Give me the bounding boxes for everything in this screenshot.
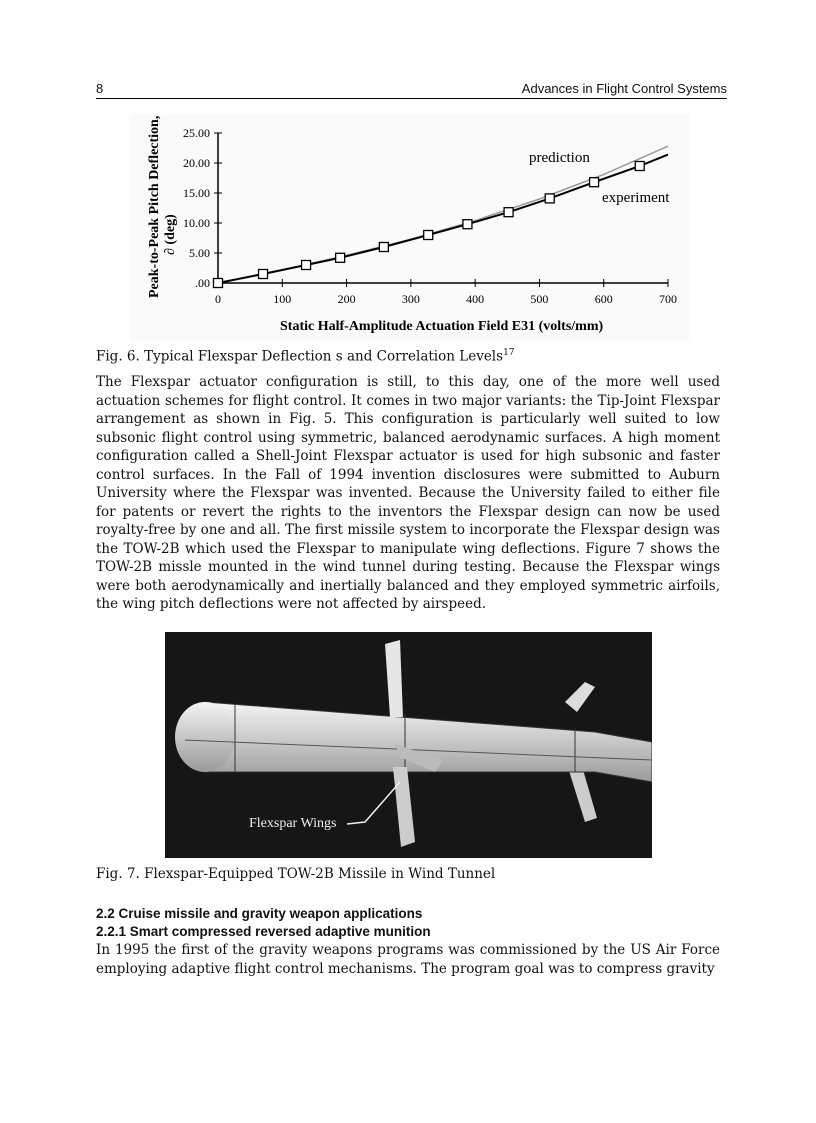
y-tick-label: 5.00 <box>189 246 210 260</box>
data-point-experiment <box>214 279 223 288</box>
data-point-experiment <box>504 208 513 217</box>
y-tick-label: 20.00 <box>183 156 210 170</box>
x-tick-label: 600 <box>594 292 613 306</box>
figure-7-caption: Fig. 7. Flexspar-Equipped TOW-2B Missile in Wind Tunnel <box>96 866 496 882</box>
data-point-experiment <box>545 194 554 203</box>
data-point-experiment <box>424 231 433 240</box>
data-point-experiment <box>590 178 599 187</box>
x-tick-label: 200 <box>337 292 356 306</box>
data-point-experiment <box>302 261 311 270</box>
x-tick-label: 500 <box>530 292 549 306</box>
y-axis-label: Peak-to-Peak Pitch Deflection, <box>147 115 162 298</box>
x-tick-label: 300 <box>401 292 420 306</box>
y-axis-label-units: ∂ (deg) <box>163 214 178 255</box>
deflection-chart <box>130 115 690 340</box>
caption-text: Fig. 6. Typical Flexspar Deflection s and Correlation Levels <box>96 348 504 365</box>
y-tick-label: .00 <box>195 276 210 290</box>
page-number: 8 <box>96 81 104 96</box>
data-point-experiment <box>635 162 644 171</box>
annotation-experiment: experiment <box>602 190 670 206</box>
x-tick-label: 400 <box>466 292 485 306</box>
reference-superscript: 17 <box>503 348 515 358</box>
book-title: Advances in Flight Control Systems <box>521 81 727 96</box>
missile-photo <box>165 632 652 858</box>
subsection-heading: 2.2.1 Smart compressed reversed adaptive munition <box>96 924 431 939</box>
y-tick-label: 15.00 <box>183 186 210 200</box>
data-point-experiment <box>463 220 472 229</box>
data-point-experiment <box>259 270 268 279</box>
paragraph: In 1995 the first of the gravity weapons programs was commissioned by the US Air Force employing adaptive flight control mechanisms. The program goal was to compress gravity <box>96 942 720 977</box>
y-tick-label: 25.00 <box>183 126 210 140</box>
section-heading: 2.2 Cruise missile and gravity weapon applications <box>96 906 423 921</box>
x-tick-label: 700 <box>659 292 677 306</box>
annotation-prediction: prediction <box>529 150 590 166</box>
x-axis-label: Static Half-Amplitude Actuation Field E31 (volts/mm) <box>280 319 604 334</box>
photo-label: Flexspar Wings <box>249 816 337 831</box>
data-point-experiment <box>379 243 388 252</box>
y-tick-label: 10.00 <box>183 216 210 230</box>
running-header <box>96 80 727 99</box>
data-point-experiment <box>336 253 345 262</box>
paragraph: The Flexspar actuator configuration is still, to this day, one of the more well used actuation schemes for flight control. It comes in two major variants: the Tip-Joint Flexspar arrangement as shown in Fig. 5. This configuration is particularly well suited to low subsonic flight control using symmetric, balanced aerodynamic surfaces. A high moment configuration called a Shell-Joint Flexspar actuator is used for high subsonic and faster control surfaces. In the Fall of 1994 invention disclosures were submitted to Auburn University where the Flexspar was invented. Because the University failed to either file for patents or revert the rights to the inventors the Flexspar design can now be used royalty-free by one and all. The first missile system to incorporate the Flexspar design was the TOW-2B which used the Flexspar to manipulate wing deflections. Figure 7 shows the TOW-2B missle mounted in the wind tunnel during testing. Because the Flexspar wings were both aerodynamically and inertially balanced and they employed symmetric airfoils, the wing pitch deflections were not affected by airspeed. <box>96 374 720 612</box>
x-tick-label: 0 <box>215 292 221 306</box>
x-tick-label: 100 <box>273 292 292 306</box>
figure-6-caption <box>96 348 515 365</box>
